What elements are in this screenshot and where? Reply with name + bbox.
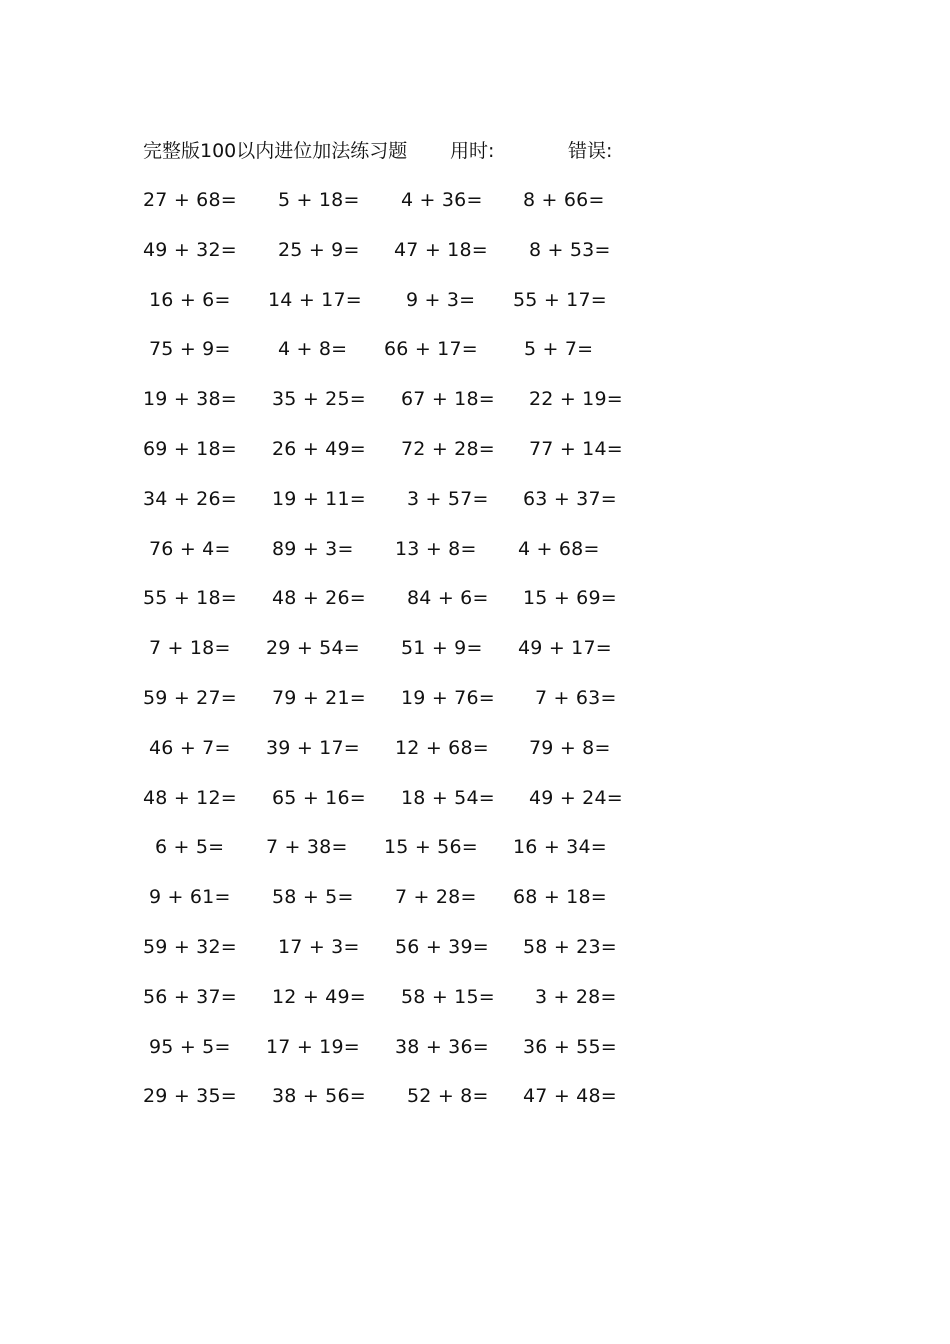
- addition-problem: 51 + 9=: [401, 637, 483, 660]
- problem-row: [0, 1082, 700, 1132]
- addition-problem: 38 + 36=: [395, 1035, 489, 1058]
- problem-grid: [0, 186, 700, 1132]
- addition-problem: 12 + 49=: [272, 985, 366, 1008]
- addition-problem: 38 + 56=: [272, 1085, 366, 1108]
- addition-problem: 7 + 28=: [395, 886, 477, 909]
- addition-problem: 77 + 14=: [529, 437, 623, 460]
- addition-problem: 6 + 5=: [155, 836, 225, 859]
- error-label: 错误:: [568, 140, 613, 162]
- addition-problem: 17 + 19=: [266, 1035, 360, 1058]
- addition-problem: 79 + 8=: [529, 736, 611, 759]
- problem-row: [0, 933, 700, 983]
- addition-problem: 35 + 25=: [272, 388, 366, 411]
- addition-problem: 56 + 37=: [143, 985, 237, 1008]
- problem-row: [0, 335, 700, 385]
- addition-problem: 7 + 63=: [535, 686, 617, 709]
- addition-problem: 55 + 17=: [513, 288, 607, 311]
- problem-row: [0, 734, 700, 784]
- problem-row: [0, 833, 700, 883]
- addition-problem: 58 + 15=: [401, 985, 495, 1008]
- addition-problem: 79 + 21=: [272, 686, 366, 709]
- addition-problem: 17 + 3=: [278, 935, 360, 958]
- problem-row: [0, 584, 700, 634]
- addition-problem: 16 + 34=: [513, 836, 607, 859]
- problem-row: [0, 385, 700, 435]
- addition-problem: 65 + 16=: [272, 786, 366, 809]
- addition-problem: 49 + 24=: [529, 786, 623, 809]
- addition-problem: 95 + 5=: [149, 1035, 231, 1058]
- addition-problem: 84 + 6=: [407, 587, 489, 610]
- problem-row: [0, 1033, 700, 1083]
- addition-problem: 29 + 35=: [143, 1085, 237, 1108]
- addition-problem: 5 + 7=: [524, 338, 594, 361]
- addition-problem: 69 + 18=: [143, 437, 237, 460]
- addition-problem: 9 + 3=: [406, 288, 476, 311]
- addition-problem: 59 + 27=: [143, 686, 237, 709]
- addition-problem: 15 + 56=: [384, 836, 478, 859]
- addition-problem: 66 + 17=: [384, 338, 478, 361]
- problem-row: [0, 435, 700, 485]
- time-label: 用时:: [450, 140, 495, 162]
- addition-problem: 58 + 23=: [523, 935, 617, 958]
- addition-problem: 7 + 38=: [266, 836, 348, 859]
- problem-row: [0, 784, 700, 834]
- addition-problem: 46 + 7=: [149, 736, 231, 759]
- problem-row: [0, 535, 700, 585]
- addition-problem: 67 + 18=: [401, 388, 495, 411]
- addition-problem: 36 + 55=: [523, 1035, 617, 1058]
- addition-problem: 27 + 68=: [143, 189, 237, 211]
- addition-problem: 4 + 68=: [518, 537, 600, 560]
- problem-row: [0, 684, 700, 734]
- addition-problem: 12 + 68=: [395, 736, 489, 759]
- addition-problem: 3 + 57=: [407, 487, 489, 510]
- addition-problem: 55 + 18=: [143, 587, 237, 610]
- addition-problem: 25 + 9=: [278, 238, 360, 261]
- addition-problem: 56 + 39=: [395, 935, 489, 958]
- addition-problem: 49 + 17=: [518, 637, 612, 660]
- addition-problem: 52 + 8=: [407, 1085, 489, 1108]
- addition-problem: 3 + 28=: [535, 985, 617, 1008]
- addition-problem: 16 + 6=: [149, 288, 231, 311]
- addition-problem: 7 + 18=: [149, 637, 231, 660]
- addition-problem: 48 + 26=: [272, 587, 366, 610]
- problem-row: [0, 286, 700, 336]
- addition-problem: 15 + 69=: [523, 587, 617, 610]
- addition-problem: 76 + 4=: [149, 537, 231, 560]
- addition-problem: 68 + 18=: [513, 886, 607, 909]
- problem-row: [0, 983, 700, 1033]
- worksheet-title: 完整版100以内进位加法练习题: [143, 140, 408, 162]
- addition-problem: 8 + 66=: [523, 189, 605, 211]
- addition-problem: 4 + 8=: [278, 338, 348, 361]
- addition-problem: 19 + 76=: [401, 686, 495, 709]
- addition-problem: 59 + 32=: [143, 935, 237, 958]
- addition-problem: 39 + 17=: [266, 736, 360, 759]
- addition-problem: 9 + 61=: [149, 886, 231, 909]
- addition-problem: 26 + 49=: [272, 437, 366, 460]
- addition-problem: 47 + 48=: [523, 1085, 617, 1108]
- addition-problem: 8 + 53=: [529, 238, 611, 261]
- addition-problem: 63 + 37=: [523, 487, 617, 510]
- problem-row: [0, 634, 700, 684]
- addition-problem: 22 + 19=: [529, 388, 623, 411]
- addition-problem: 34 + 26=: [143, 487, 237, 510]
- addition-problem: 19 + 38=: [143, 388, 237, 411]
- addition-problem: 13 + 8=: [395, 537, 477, 560]
- addition-problem: 4 + 36=: [401, 189, 483, 211]
- addition-problem: 89 + 3=: [272, 537, 354, 560]
- addition-problem: 18 + 54=: [401, 786, 495, 809]
- problem-row: [0, 186, 700, 236]
- addition-problem: 58 + 5=: [272, 886, 354, 909]
- problem-row: [0, 883, 700, 933]
- addition-problem: 14 + 17=: [268, 288, 362, 311]
- addition-problem: 47 + 18=: [394, 238, 488, 261]
- addition-problem: 75 + 9=: [149, 338, 231, 361]
- problem-row: [0, 236, 700, 286]
- addition-problem: 19 + 11=: [272, 487, 366, 510]
- addition-problem: 5 + 18=: [278, 189, 360, 211]
- problem-row: [0, 485, 700, 535]
- addition-problem: 49 + 32=: [143, 238, 237, 261]
- addition-problem: 29 + 54=: [266, 637, 360, 660]
- addition-problem: 48 + 12=: [143, 786, 237, 809]
- addition-problem: 72 + 28=: [401, 437, 495, 460]
- worksheet-header: [143, 137, 663, 165]
